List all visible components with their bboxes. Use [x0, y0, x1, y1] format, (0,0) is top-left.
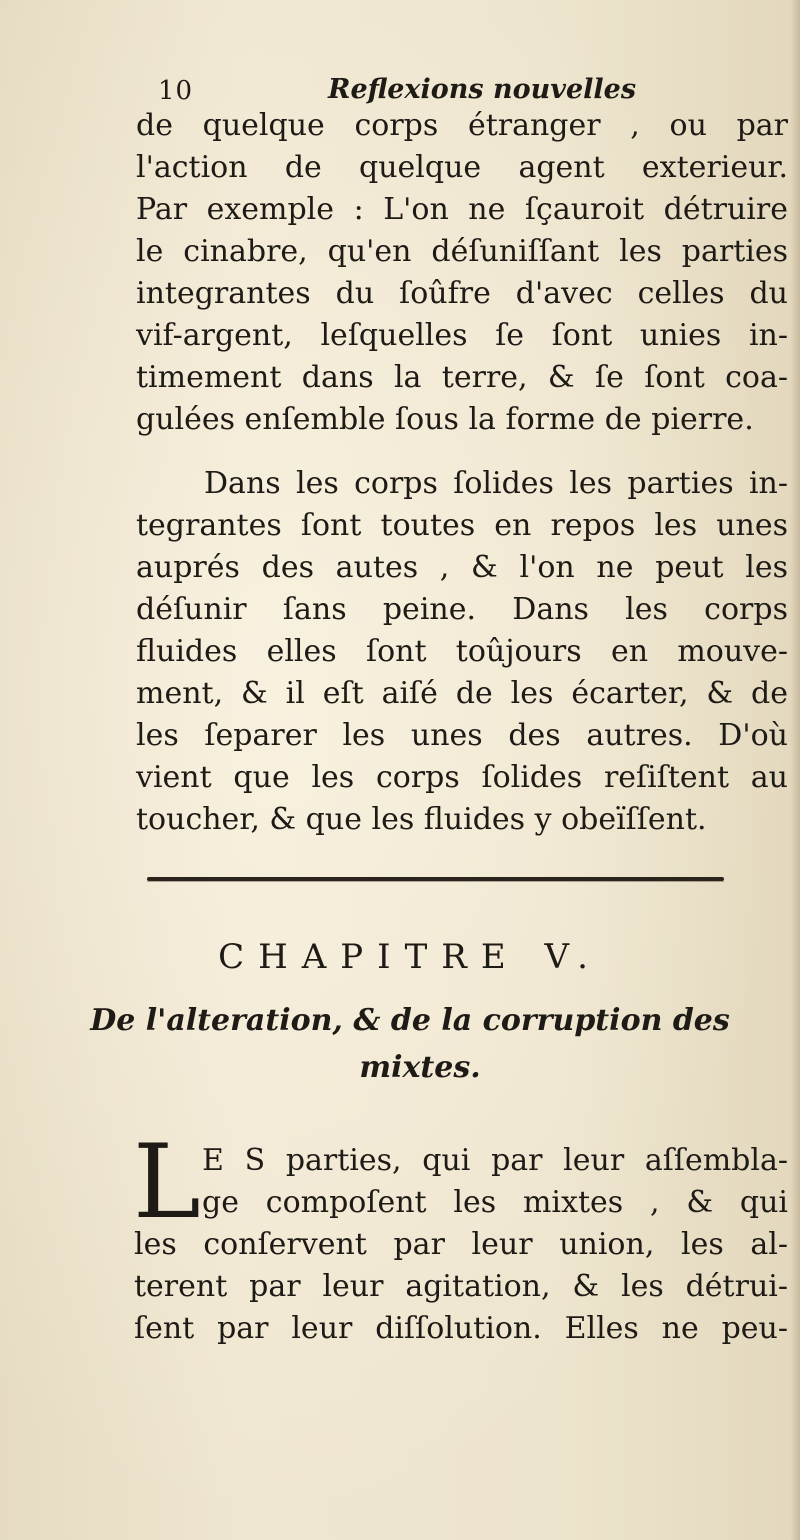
- text-line: vient que les corps ſolides reſiſtent au: [136, 760, 788, 795]
- drop-cap: L: [133, 1123, 201, 1242]
- text-line: le cinabre, qu'en déſuniſſant les parties: [136, 234, 788, 269]
- text-line: auprés des autes , & l'on ne peut les: [136, 550, 788, 585]
- text-line: ge compoſent les mixtes , & qui: [202, 1185, 788, 1220]
- text-line: integrantes du ſoûfre d'avec celles du: [136, 276, 788, 311]
- text-line: timement dans la terre, & ſe ſont coa-: [136, 360, 788, 395]
- text-line: les conſervent par leur union, les al-: [134, 1227, 788, 1262]
- paragraph-continued: [136, 105, 788, 441]
- page-number: 10: [158, 76, 194, 106]
- text-line: déſunir ſans peine. Dans les corps: [136, 592, 788, 627]
- paragraph-chapter-opening: [133, 1123, 788, 1350]
- text-line: toucher, & que les fluides y obeïſſent.: [136, 802, 707, 837]
- paragraph-solids-fluids: [136, 463, 788, 841]
- running-title: Reflexions nouvelles: [328, 74, 637, 105]
- chapter-title: CHAPITRE V.: [218, 937, 602, 977]
- text-line: terent par leur agitation, & les détrui-: [134, 1269, 788, 1304]
- text-line: les ſeparer les unes des autres. D'où: [136, 718, 788, 753]
- text-line: fluides elles ſont toûjours en mouve-: [136, 634, 788, 669]
- chapter-subtitle-continued: mixtes.: [359, 1050, 481, 1085]
- chapter-subtitle: De l'alteration, & de la corruption des: [90, 1003, 730, 1038]
- text-line: gulées enſemble ſous la forme de pierre.: [136, 402, 754, 437]
- text-line: E S parties, qui par leur aſſembla-: [202, 1143, 788, 1178]
- text-line: Dans les corps ſolides les parties in-: [204, 466, 788, 501]
- page-gutter-shadow: [790, 0, 800, 1540]
- text-line: Par exemple : L'on ne ſçauroit détruire: [136, 192, 788, 227]
- text-line: l'action de quelque agent exterieur.: [136, 150, 788, 185]
- text-line: de quelque corps étranger , ou par: [136, 108, 788, 143]
- text-line: tegrantes ſont toutes en repos les unes: [136, 508, 788, 543]
- text-line: ment, & il eſt aiſé de les écarter, & de: [136, 676, 788, 711]
- text-line: ſent par leur diſſolution. Elles ne peu-: [134, 1311, 788, 1346]
- text-line: vif-argent, leſquelles ſe ſont unies in-: [136, 318, 788, 353]
- section-divider-rule: [147, 877, 724, 881]
